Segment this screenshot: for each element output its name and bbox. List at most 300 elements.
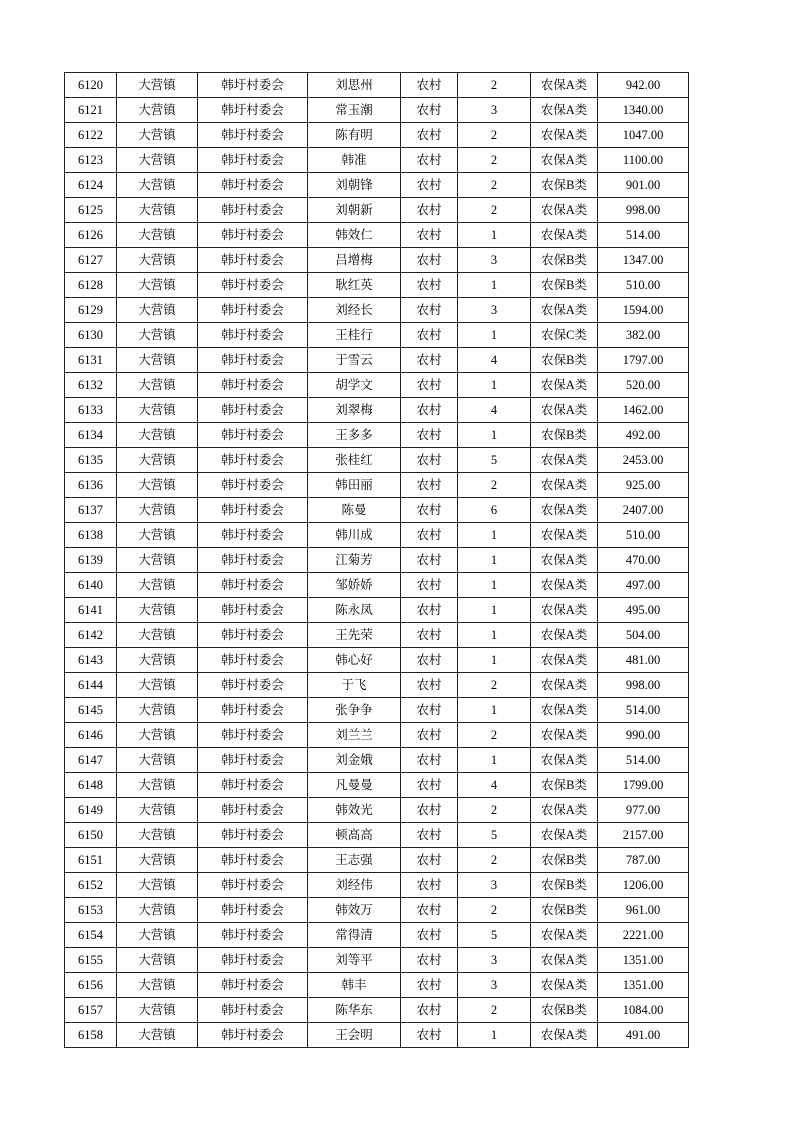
table-cell-amount: 1100.00	[598, 148, 689, 173]
table-cell-name: 耿红英	[308, 273, 401, 298]
table-cell-town: 大营镇	[117, 848, 198, 873]
table-cell-type: 农村	[401, 598, 458, 623]
table-cell-name: 韩效仁	[308, 223, 401, 248]
table-cell-count: 2	[458, 198, 531, 223]
table-cell-name: 韩丰	[308, 973, 401, 998]
table-cell-id: 6144	[65, 673, 117, 698]
table-cell-name: 江菊芳	[308, 548, 401, 573]
table-cell-village: 韩圩村委会	[198, 423, 308, 448]
table-cell-category: 农保B类	[531, 998, 598, 1023]
table-cell-count: 1	[458, 523, 531, 548]
table-cell-id: 6146	[65, 723, 117, 748]
table-cell-town: 大营镇	[117, 723, 198, 748]
table-cell-amount: 514.00	[598, 748, 689, 773]
table-cell-type: 农村	[401, 673, 458, 698]
table-cell-town: 大营镇	[117, 448, 198, 473]
table-cell-count: 1	[458, 323, 531, 348]
table-cell-category: 农保A类	[531, 448, 598, 473]
table-cell-type: 农村	[401, 873, 458, 898]
table-cell-count: 3	[458, 948, 531, 973]
table-cell-village: 韩圩村委会	[198, 473, 308, 498]
table-cell-id: 6130	[65, 323, 117, 348]
table-cell-type: 农村	[401, 273, 458, 298]
table-cell-town: 大营镇	[117, 598, 198, 623]
table-cell-amount: 2407.00	[598, 498, 689, 523]
table-cell-category: 农保A类	[531, 948, 598, 973]
table-cell-town: 大营镇	[117, 373, 198, 398]
table-cell-id: 6133	[65, 398, 117, 423]
table-cell-type: 农村	[401, 123, 458, 148]
table-cell-name: 刘经伟	[308, 873, 401, 898]
table-cell-town: 大营镇	[117, 548, 198, 573]
table-cell-type: 农村	[401, 798, 458, 823]
table-cell-name: 刘等平	[308, 948, 401, 973]
table-cell-amount: 942.00	[598, 73, 689, 98]
table-row	[65, 498, 689, 523]
table-cell-town: 大营镇	[117, 823, 198, 848]
table-cell-category: 农保A类	[531, 698, 598, 723]
table-cell-count: 2	[458, 473, 531, 498]
table-cell-category: 农保A类	[531, 223, 598, 248]
table-cell-category: 农保A类	[531, 373, 598, 398]
table-row	[65, 598, 689, 623]
table-cell-type: 农村	[401, 623, 458, 648]
table-cell-type: 农村	[401, 898, 458, 923]
table-cell-amount: 990.00	[598, 723, 689, 748]
table-cell-amount: 510.00	[598, 523, 689, 548]
table-cell-name: 张桂红	[308, 448, 401, 473]
table-cell-id: 6135	[65, 448, 117, 473]
table-cell-count: 4	[458, 348, 531, 373]
table-cell-town: 大营镇	[117, 298, 198, 323]
table-cell-type: 农村	[401, 73, 458, 98]
table-cell-type: 农村	[401, 348, 458, 373]
table-cell-count: 1	[458, 548, 531, 573]
table-cell-category: 农保A类	[531, 498, 598, 523]
table-cell-category: 农保A类	[531, 623, 598, 648]
table-cell-name: 王志强	[308, 848, 401, 873]
table-cell-id: 6151	[65, 848, 117, 873]
table-cell-village: 韩圩村委会	[198, 198, 308, 223]
table-cell-id: 6139	[65, 548, 117, 573]
table-cell-category: 农保A类	[531, 123, 598, 148]
table-cell-town: 大营镇	[117, 523, 198, 548]
table-cell-count: 1	[458, 423, 531, 448]
table-cell-id: 6124	[65, 173, 117, 198]
table-cell-amount: 901.00	[598, 173, 689, 198]
table-cell-category: 农保A类	[531, 73, 598, 98]
table-row	[65, 873, 689, 898]
table-cell-id: 6136	[65, 473, 117, 498]
table-cell-count: 3	[458, 973, 531, 998]
table-cell-category: 农保A类	[531, 98, 598, 123]
table-cell-count: 2	[458, 73, 531, 98]
table-cell-name: 陈曼	[308, 498, 401, 523]
table-cell-type: 农村	[401, 698, 458, 723]
table-cell-count: 2	[458, 723, 531, 748]
table-cell-village: 韩圩村委会	[198, 973, 308, 998]
table-cell-type: 农村	[401, 948, 458, 973]
table-cell-village: 韩圩村委会	[198, 723, 308, 748]
table-cell-name: 于飞	[308, 673, 401, 698]
table-cell-type: 农村	[401, 548, 458, 573]
table-cell-name: 王先荣	[308, 623, 401, 648]
table-cell-amount: 1340.00	[598, 98, 689, 123]
table-cell-id: 6147	[65, 748, 117, 773]
table-cell-count: 5	[458, 448, 531, 473]
table-cell-category: 农保B类	[531, 873, 598, 898]
table-cell-name: 韩心好	[308, 648, 401, 673]
table-cell-count: 2	[458, 173, 531, 198]
table-cell-type: 农村	[401, 498, 458, 523]
table-row	[65, 323, 689, 348]
table-cell-amount: 491.00	[598, 1023, 689, 1048]
table-cell-count: 5	[458, 823, 531, 848]
table-cell-count: 1	[458, 573, 531, 598]
table-cell-id: 6132	[65, 373, 117, 398]
table-cell-name: 刘朝新	[308, 198, 401, 223]
table-cell-category: 农保B类	[531, 348, 598, 373]
table-cell-id: 6145	[65, 698, 117, 723]
table-cell-name: 韩田丽	[308, 473, 401, 498]
table-cell-town: 大营镇	[117, 423, 198, 448]
table-cell-category: 农保B类	[531, 423, 598, 448]
table-cell-town: 大营镇	[117, 973, 198, 998]
table-cell-category: 农保B类	[531, 248, 598, 273]
table-cell-village: 韩圩村委会	[198, 673, 308, 698]
table-cell-category: 农保B类	[531, 898, 598, 923]
table-cell-type: 农村	[401, 423, 458, 448]
table-cell-amount: 382.00	[598, 323, 689, 348]
table-cell-id: 6138	[65, 523, 117, 548]
table-cell-village: 韩圩村委会	[198, 623, 308, 648]
table-cell-village: 韩圩村委会	[198, 523, 308, 548]
table-cell-id: 6134	[65, 423, 117, 448]
table-cell-category: 农保A类	[531, 298, 598, 323]
table-cell-name: 韩效万	[308, 898, 401, 923]
table-row	[65, 973, 689, 998]
table-cell-name: 刘思州	[308, 73, 401, 98]
table-cell-village: 韩圩村委会	[198, 823, 308, 848]
table-cell-id: 6141	[65, 598, 117, 623]
table-cell-amount: 492.00	[598, 423, 689, 448]
table-cell-type: 农村	[401, 823, 458, 848]
table-cell-name: 王多多	[308, 423, 401, 448]
table-cell-id: 6127	[65, 248, 117, 273]
table-cell-town: 大营镇	[117, 498, 198, 523]
table-cell-type: 农村	[401, 323, 458, 348]
table-cell-town: 大营镇	[117, 698, 198, 723]
table-cell-amount: 470.00	[598, 548, 689, 573]
table-cell-amount: 1351.00	[598, 948, 689, 973]
table-cell-id: 6129	[65, 298, 117, 323]
table-row	[65, 623, 689, 648]
table-cell-name: 凡曼曼	[308, 773, 401, 798]
table-cell-count: 2	[458, 798, 531, 823]
table-row	[65, 698, 689, 723]
table-cell-category: 农保A类	[531, 673, 598, 698]
table-cell-type: 农村	[401, 98, 458, 123]
table-cell-village: 韩圩村委会	[198, 223, 308, 248]
table-cell-village: 韩圩村委会	[198, 573, 308, 598]
table-cell-town: 大营镇	[117, 398, 198, 423]
table-cell-id: 6120	[65, 73, 117, 98]
table-cell-category: 农保B类	[531, 273, 598, 298]
table-cell-id: 6121	[65, 98, 117, 123]
table-cell-village: 韩圩村委会	[198, 848, 308, 873]
table-row	[65, 448, 689, 473]
table-cell-name: 常得清	[308, 923, 401, 948]
table-cell-count: 2	[458, 673, 531, 698]
table-row	[65, 173, 689, 198]
table-cell-type: 农村	[401, 173, 458, 198]
table-cell-name: 刘兰兰	[308, 723, 401, 748]
table-cell-name: 邹娇娇	[308, 573, 401, 598]
table-cell-amount: 497.00	[598, 573, 689, 598]
table-row	[65, 548, 689, 573]
table-cell-id: 6155	[65, 948, 117, 973]
table-cell-count: 3	[458, 873, 531, 898]
table-cell-id: 6150	[65, 823, 117, 848]
table-cell-type: 农村	[401, 248, 458, 273]
table-row	[65, 573, 689, 598]
table-cell-town: 大营镇	[117, 248, 198, 273]
table-cell-type: 农村	[401, 973, 458, 998]
table-cell-category: 农保A类	[531, 598, 598, 623]
table-cell-type: 农村	[401, 398, 458, 423]
table-cell-village: 韩圩村委会	[198, 123, 308, 148]
table-cell-town: 大营镇	[117, 73, 198, 98]
table-cell-town: 大营镇	[117, 573, 198, 598]
table-cell-name: 韩川成	[308, 523, 401, 548]
table-cell-type: 农村	[401, 923, 458, 948]
table-cell-name: 韩效光	[308, 798, 401, 823]
table-row	[65, 773, 689, 798]
table-cell-village: 韩圩村委会	[198, 348, 308, 373]
table-cell-village: 韩圩村委会	[198, 148, 308, 173]
table-cell-id: 6157	[65, 998, 117, 1023]
table-row	[65, 98, 689, 123]
table-cell-count: 6	[458, 498, 531, 523]
table-cell-town: 大营镇	[117, 198, 198, 223]
table-cell-amount: 481.00	[598, 648, 689, 673]
table-cell-category: 农保A类	[531, 148, 598, 173]
table-cell-name: 刘金娥	[308, 748, 401, 773]
table-cell-town: 大营镇	[117, 773, 198, 798]
table-cell-amount: 925.00	[598, 473, 689, 498]
table-cell-id: 6152	[65, 873, 117, 898]
table-cell-count: 4	[458, 398, 531, 423]
table-cell-town: 大营镇	[117, 748, 198, 773]
table-cell-amount: 520.00	[598, 373, 689, 398]
table-row	[65, 348, 689, 373]
table-cell-type: 农村	[401, 523, 458, 548]
table-cell-village: 韩圩村委会	[198, 598, 308, 623]
table-cell-village: 韩圩村委会	[198, 273, 308, 298]
table-cell-village: 韩圩村委会	[198, 498, 308, 523]
table-cell-village: 韩圩村委会	[198, 748, 308, 773]
table-cell-id: 6153	[65, 898, 117, 923]
table-cell-name: 刘翠梅	[308, 398, 401, 423]
table-cell-count: 2	[458, 148, 531, 173]
table-cell-type: 农村	[401, 773, 458, 798]
table-cell-village: 韩圩村委会	[198, 998, 308, 1023]
table-cell-village: 韩圩村委会	[198, 873, 308, 898]
table-cell-type: 农村	[401, 723, 458, 748]
table-cell-type: 农村	[401, 648, 458, 673]
table-cell-village: 韩圩村委会	[198, 173, 308, 198]
table-row	[65, 923, 689, 948]
table-cell-town: 大营镇	[117, 873, 198, 898]
table-cell-id: 6140	[65, 573, 117, 598]
table-cell-name: 张争争	[308, 698, 401, 723]
table-cell-id: 6142	[65, 623, 117, 648]
table-cell-town: 大营镇	[117, 123, 198, 148]
records-table-body	[65, 73, 689, 1048]
table-row	[65, 898, 689, 923]
table-cell-amount: 1351.00	[598, 973, 689, 998]
table-cell-category: 农保A类	[531, 523, 598, 548]
table-cell-name: 陈华东	[308, 998, 401, 1023]
table-cell-id: 6131	[65, 348, 117, 373]
table-cell-type: 农村	[401, 998, 458, 1023]
table-cell-type: 农村	[401, 848, 458, 873]
table-cell-id: 6143	[65, 648, 117, 673]
table-cell-count: 1	[458, 748, 531, 773]
table-cell-name: 陈永凤	[308, 598, 401, 623]
table-cell-town: 大营镇	[117, 348, 198, 373]
table-cell-village: 韩圩村委会	[198, 898, 308, 923]
table-row	[65, 373, 689, 398]
table-cell-village: 韩圩村委会	[198, 798, 308, 823]
table-cell-town: 大营镇	[117, 223, 198, 248]
table-cell-name: 陈有明	[308, 123, 401, 148]
table-cell-amount: 514.00	[598, 223, 689, 248]
table-cell-type: 农村	[401, 448, 458, 473]
table-cell-name: 吕增梅	[308, 248, 401, 273]
table-cell-type: 农村	[401, 373, 458, 398]
table-cell-amount: 2221.00	[598, 923, 689, 948]
table-cell-village: 韩圩村委会	[198, 248, 308, 273]
table-cell-amount: 514.00	[598, 698, 689, 723]
table-row	[65, 798, 689, 823]
table-cell-town: 大营镇	[117, 673, 198, 698]
table-cell-count: 1	[458, 598, 531, 623]
table-cell-type: 农村	[401, 198, 458, 223]
table-cell-village: 韩圩村委会	[198, 773, 308, 798]
table-row	[65, 273, 689, 298]
table-cell-type: 农村	[401, 1023, 458, 1048]
table-cell-count: 1	[458, 373, 531, 398]
table-cell-name: 韩准	[308, 148, 401, 173]
table-cell-town: 大营镇	[117, 948, 198, 973]
table-cell-amount: 1347.00	[598, 248, 689, 273]
table-cell-category: 农保B类	[531, 773, 598, 798]
table-row	[65, 523, 689, 548]
table-cell-amount: 2453.00	[598, 448, 689, 473]
table-cell-town: 大营镇	[117, 323, 198, 348]
table-cell-type: 农村	[401, 298, 458, 323]
table-cell-count: 3	[458, 98, 531, 123]
table-cell-village: 韩圩村委会	[198, 648, 308, 673]
table-cell-id: 6137	[65, 498, 117, 523]
table-cell-village: 韩圩村委会	[198, 948, 308, 973]
table-cell-id: 6128	[65, 273, 117, 298]
table-row	[65, 1023, 689, 1048]
table-row	[65, 298, 689, 323]
table-cell-category: 农保A类	[531, 973, 598, 998]
table-cell-count: 3	[458, 248, 531, 273]
table-cell-town: 大营镇	[117, 173, 198, 198]
table-cell-id: 6156	[65, 973, 117, 998]
table-cell-amount: 961.00	[598, 898, 689, 923]
table-cell-town: 大营镇	[117, 148, 198, 173]
table-cell-type: 农村	[401, 573, 458, 598]
table-cell-category: 农保A类	[531, 798, 598, 823]
table-cell-id: 6123	[65, 148, 117, 173]
table-cell-category: 农保A类	[531, 723, 598, 748]
table-cell-town: 大营镇	[117, 923, 198, 948]
table-cell-village: 韩圩村委会	[198, 373, 308, 398]
table-cell-category: 农保B类	[531, 848, 598, 873]
table-cell-count: 5	[458, 923, 531, 948]
table-row	[65, 73, 689, 98]
table-cell-id: 6125	[65, 198, 117, 223]
table-cell-village: 韩圩村委会	[198, 1023, 308, 1048]
table-cell-count: 1	[458, 1023, 531, 1048]
table-cell-amount: 1047.00	[598, 123, 689, 148]
table-cell-count: 1	[458, 698, 531, 723]
table-cell-amount: 998.00	[598, 198, 689, 223]
table-cell-count: 4	[458, 773, 531, 798]
table-cell-town: 大营镇	[117, 1023, 198, 1048]
table-cell-town: 大营镇	[117, 98, 198, 123]
table-row	[65, 948, 689, 973]
table-cell-category: 农保C类	[531, 323, 598, 348]
table-row	[65, 673, 689, 698]
table-cell-amount: 1594.00	[598, 298, 689, 323]
table-cell-amount: 977.00	[598, 798, 689, 823]
table-cell-village: 韩圩村委会	[198, 98, 308, 123]
table-cell-village: 韩圩村委会	[198, 298, 308, 323]
table-cell-category: 农保A类	[531, 748, 598, 773]
table-cell-name: 刘朝锋	[308, 173, 401, 198]
table-cell-count: 3	[458, 298, 531, 323]
table-cell-amount: 1084.00	[598, 998, 689, 1023]
table-cell-village: 韩圩村委会	[198, 548, 308, 573]
table-row	[65, 198, 689, 223]
table-cell-village: 韩圩村委会	[198, 323, 308, 348]
table-cell-count: 2	[458, 898, 531, 923]
table-row	[65, 123, 689, 148]
table-cell-town: 大营镇	[117, 273, 198, 298]
table-cell-type: 农村	[401, 223, 458, 248]
table-cell-amount: 504.00	[598, 623, 689, 648]
table-cell-village: 韩圩村委会	[198, 73, 308, 98]
table-cell-name: 常玉潮	[308, 98, 401, 123]
table-cell-town: 大营镇	[117, 898, 198, 923]
table-cell-amount: 495.00	[598, 598, 689, 623]
table-row	[65, 148, 689, 173]
table-cell-town: 大营镇	[117, 648, 198, 673]
table-cell-name: 王会明	[308, 1023, 401, 1048]
table-cell-category: 农保A类	[531, 398, 598, 423]
records-table	[64, 72, 689, 1048]
table-cell-amount: 510.00	[598, 273, 689, 298]
table-cell-amount: 1799.00	[598, 773, 689, 798]
table-cell-amount: 1462.00	[598, 398, 689, 423]
table-cell-name: 胡学文	[308, 373, 401, 398]
